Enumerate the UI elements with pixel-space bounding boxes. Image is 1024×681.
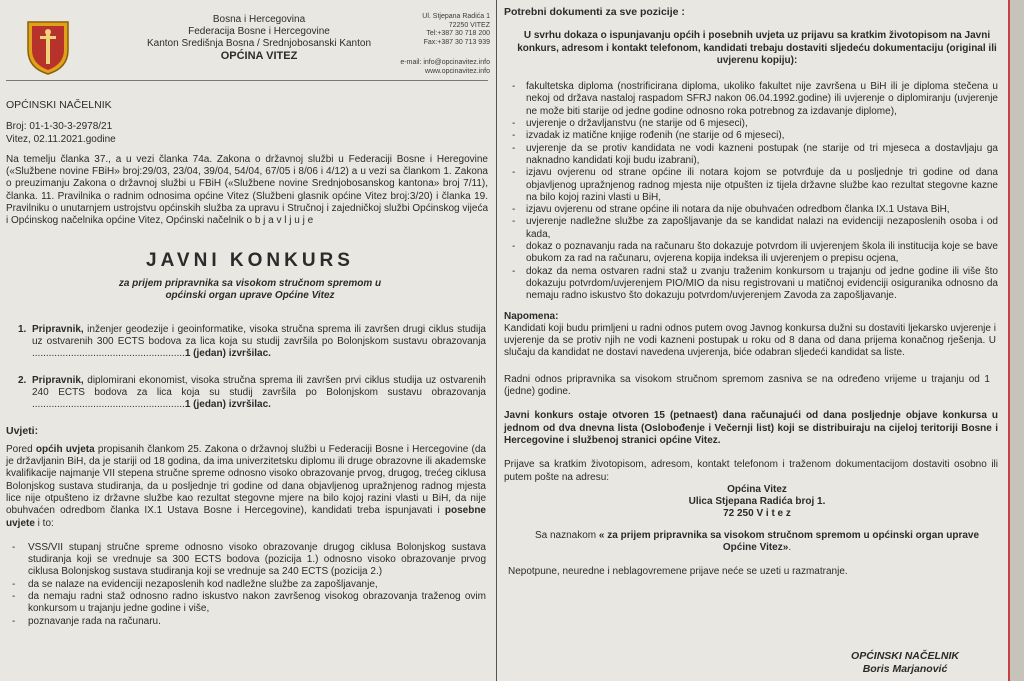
list-item: - da se nalaze na evidenciji nezaposlenih kod nadležne službe za zapošljavanje, — [6, 579, 486, 591]
envelope-marking — [504, 530, 1010, 555]
position-item — [6, 375, 494, 412]
reference-date: Vitez, 02.11.2021.godine — [6, 133, 116, 145]
column-divider — [496, 0, 497, 681]
conditions-text: i to: — [34, 517, 54, 529]
documents-heading: Potrebni dokumenti za sve pozicije : — [504, 6, 685, 18]
phone-line: Tel:+387 30 718 200 — [426, 30, 490, 38]
announcement-title: JAVNI KONKURS — [146, 249, 354, 271]
position-title: Pripravnik, — [32, 323, 84, 335]
list-item: - da nemaju radni staž odnosno radno iskustvo nakon završenog visokog obrazovanja traženog ovim konkursom u trajanju jedne godine i više, — [6, 591, 486, 616]
conditions-emphasis: posebne uvjete — [6, 505, 486, 529]
address-line: Ulica Stjepana Radića broj 1. — [688, 495, 826, 507]
mailing-address — [504, 484, 1010, 520]
general-conditions — [6, 444, 494, 530]
left-column — [6, 8, 494, 628]
position-item — [6, 324, 494, 361]
signatory-title: OPĆINSKI NAČELNIK — [851, 650, 959, 662]
fax-line: Fax:+387 30 713 939 — [423, 38, 490, 46]
position-number: 1. — [18, 323, 27, 335]
contact-block — [390, 13, 490, 77]
duration-text: Radni odnos pripravnika sa visokom stručnom spremom zasniva se na određeno vrijeme u trajanju od 1 (jedne) godine. — [504, 373, 990, 398]
application-instructions: Prijave sa kratkim životopisom, adresom, kontakt telefonom i traženom dokumentacijom dostaviti osobno ili putem pošte na adresu: — [504, 459, 998, 483]
position-count: 1 (jedan) izvršilac. — [184, 348, 271, 360]
canton-name: Kanton Središnja Bosna / Srednjobosanski Kanton — [146, 38, 372, 49]
subtitle-line: za prijem pripravnika sa visokom stručnom spremom u — [118, 277, 382, 289]
conditions-text: Pored — [6, 443, 36, 455]
institution-block — [134, 14, 384, 62]
list-item: - fakultetska diploma (nostrificirana diploma, ukoliko fakultet nije završena u BiH ili je diploma stečena u nekoj od država nastaloj raspadom SFRJ nakon 06.04.1992.godine) ili uvjerenje o diplomiranju (uvjerenje ne može biti starije od jedne godine odnosno roka potrebnog za izdavanje diplome), — [504, 81, 1010, 118]
position-description: inženjer geodezije i geoinformatike, visoka stručna sprema ili završen drugi ciklus studija uz ostvarenih 300 ECTS bodova za lica koja su studij završila po Bolonjskom sustavu obrazovanja ....................................................... — [32, 323, 486, 360]
reference-block — [6, 121, 494, 146]
issuer-title: OPĆINSKI NAČELNIK — [6, 99, 112, 111]
federation-name: Federacija Bosne i Hercegovine — [188, 26, 330, 37]
address-line: 72 250 V i t e z — [723, 507, 791, 519]
list-item: - izvadak iz matične knjige rođenih (ne starije od 6 mjeseci), — [504, 130, 1010, 142]
position-title: Pripravnik, — [32, 374, 84, 386]
list-item: - dokaz o poznavanju rada na računaru što dokazuje potvrdom ili uvjerenjem škola ili institucija koje se bave obukom za rad na računaru, ovjerena kopija indeksa ili uvjerenjem o prepisu ocjena, — [504, 241, 1010, 266]
marking-emphasis: « za prijem pripravnika sa visokom stručnom spremom u općinski organ uprave Općine Vitez» — [598, 529, 980, 554]
address-line: Ul. Stjepana Radića 1 — [422, 13, 490, 20]
signatory-name: Boris Marjanović — [862, 663, 948, 675]
list-item: - VSS/VII stupanj stručne spreme odnosno visoko obrazovanje drugog ciklusa Bolonjskog sustava studiranja koji se vrednuje sa 300 ECTS bodova (pozicija 1.) odnosno visoko obrazovanje prvog ciklusa Bolonjskog sustava studiranja koji se vrednuje sa 240 ECTS (pozicija 2.) — [6, 542, 486, 579]
list-item: - izjavu ovjerenu od strane općine ili notara da nije obuhvaćen odredbom članka IX.1 Ustava BiH, — [504, 204, 1010, 216]
late-applications-note: Nepotpune, neuredne i neblagovremene prijave neće se uzeti u razmatranje. — [508, 566, 848, 578]
marking-text: Sa naznakom — [534, 529, 599, 541]
list-item: - uvjerenje nadležne službe za zapošljavanje da se kandidat nalazi na evidenciji nezaposlenih osoba i od kada, — [504, 216, 1010, 241]
conditions-heading: Uvjeti: — [6, 425, 39, 438]
position-count: 1 (jedan) izvršilac. — [184, 399, 271, 411]
note-heading: Napomena: — [504, 310, 559, 322]
list-item: - uvjerenje da se protiv kandidata ne vodi kazneni postupak (ne starije od tri mjeseca a dostavljaju ga naknadno kandidati koji budu izabrani), — [504, 143, 1010, 168]
municipality-crest-icon — [26, 20, 70, 76]
email-line: e-mail: info@opcinavitez.info — [400, 59, 490, 67]
position-number: 2. — [18, 374, 27, 386]
conditions-text: propisanih člankom 25. Zakona o državnoj službi u Federaciji Bosne i Hercegovine (da je državljanin BiH, da je stariji od 18 godina, da ima univerzitetsku diplomu ili druge obrazovne ili akademske kvalifikacije najmanje VII stepena stručne spreme odnosno visoko obrazovanje prvog, drugog, trećeg ciklusa Bolonjskog sustava studiranja, da u posljednje tri godine od dana objavljenog upražnjenog radnog mjesta lice nije otpušteno iz državne službe kao rezultat stegovne mjere na bilo kojoj razini vlasti u BiH, da nije obuhvaćen odredbom članka IX.1 Ustava Bosne i Hercegovine), kandidati treba ispunjavati i — [6, 443, 486, 517]
list-item: - uvjerenje o državljanstvu (ne starije od 6 mjeseci), — [504, 118, 1010, 130]
municipality-name: OPĆINA VITEZ — [220, 50, 298, 62]
address-line: Općina Vitez — [727, 483, 787, 495]
documents-list — [504, 81, 1010, 302]
conditions-emphasis: općih uvjeta — [35, 443, 95, 455]
right-column — [500, 6, 1010, 675]
list-item: - izjavu ovjerenu od strane općine ili notara kojom se potvrđuje da u posljednje tri godine od dana objavljenog upražnjenog radnog mjesta nije otpušten iz tijela državne službe kao rezultat stegovne kazne na bilo kojoj razini vlasti u BiH, — [504, 167, 1010, 204]
special-conditions-list — [6, 542, 494, 628]
legal-preamble: Na temelju članka 37., a u vezi članka 74a. Zakona o državnoj službi u Federaciji Bosne i Heregovine («Službene novine FBiH» broj:29/03, 23/04, 39/04, 54/04, 67/05 i 8/06 i 4/12) a u vezi sa člankom 1. Zakona o preuzimanju Zakona o državnoj službi u FBiH («Službene novine Srednjobosanskog kantona» broj 7/11), članka. 11. Pravilnika o radnim odnosima općine Vitez (Službeni glasnik općine Vitez broj:3/20) i članka 19. Pravilniku o unutarnjem ustrojstvu općinskih služba za upravu i Stručnoj i zajedničkoj službi Općinskog vijeća i Općinskog načelnika općine Vitez, Općinski načelnik o b j a v l j u j e — [6, 153, 488, 227]
country-name: Bosna i Hercegovina — [212, 14, 306, 25]
note-text: Kandidati koji budu primljeni u radni odnos putem ovog Javnog konkursa dužni su dostaviti ljekarsko uvjerenje i uvjerenje da se protiv njih ne vodi kazneni postupak u roku od 8 dana od dana prijema konačnog rješenja. U slučaju da kandidat ne dostavi navedena uvjerenja, biće odabran sljedeći kandidat sa liste. — [504, 322, 996, 359]
list-item: - poznavanje rada na računaru. — [6, 616, 486, 628]
position-description: diplomirani ekonomist, visoka stručna sprema ili završen prvi ciklus studija uz ostvarenih 240 ECTS bodova za lica koja su studij završila po Bolonjskom sustavu obrazovanja ....................................................... — [32, 374, 486, 411]
subtitle-line: općinski organ uprave Općine Vitez — [165, 289, 335, 301]
reference-number: Broj: 01-1-30-3-2978/21 — [6, 121, 113, 133]
signature-block — [830, 650, 980, 676]
postal-line: 72250 VITEZ — [448, 21, 490, 29]
letterhead — [6, 8, 488, 81]
marking-text: . — [788, 542, 792, 554]
page-edge — [1010, 0, 1024, 681]
announcement-subtitle — [6, 278, 494, 302]
web-line: www.opcinavitez.info — [425, 67, 490, 75]
documents-intro: U svrhu dokaza o ispunjavanju općih i posebnih uvjeta uz prijavu sa kratkim životopisom na Javni konkurs, adresom i kontakt telefonom, kandidati trebaju dostaviti sljedeću dokumentaciju (original ili uvjerenu kopiju): — [517, 30, 997, 66]
list-item: - dokaz da nema ostvaren radni staž u zvanju traženim konkursom u trajanju od jedne godine ili više što dokazuju potvrdom/uvjerenjem PIO/MIO da nisu registrovani u matičnoj evidenciji osiguranika odnosno da nemaju radno iskustvo što dokazuju potvrdom/uvjerenjem Zavoda za zapošljavanje. — [504, 266, 1010, 303]
deadline-text: Javni konkurs ostaje otvoren 15 (petnaest) dana računajući od dana posljednje objave konkursa u jednom od dva dnevna lista (Oslobođenje i Večernji list) koji se distribuiraju na cijeloj teritoriji Bosne i Hercegovine i službenoj stranici općine Vitez. — [504, 410, 998, 446]
